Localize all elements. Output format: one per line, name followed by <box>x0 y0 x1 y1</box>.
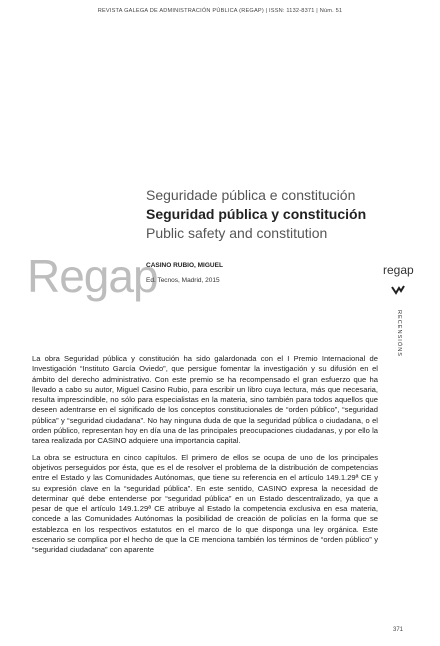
title-galician: Seguridade pública e constitución <box>146 187 356 203</box>
review-body <box>32 354 378 562</box>
book-author: CASINO RUBIO, MIGUEL <box>146 262 223 269</box>
regap-logo: Regap <box>27 250 158 302</box>
page-number: 371 <box>393 627 404 633</box>
title-block <box>146 186 406 242</box>
side-regap-logo: regap <box>383 263 414 277</box>
journal-header: REVISTA GALEGA DE ADMINISTRACIÓN PÚBLICA (REGAP) | ISSN: 1132-8371 | Núm. 51 <box>97 8 343 14</box>
regap-mark-icon <box>391 285 405 295</box>
title-spanish: Seguridad pública y constitución <box>146 206 367 222</box>
paragraph: La obra Seguridad pública y constitución ha sido galardonada con el I Premio Internacional de Investigación “Instituto García Oviedo”, que persigue fomentar la investigación y su difusión en el ámbito del derecho administrativo. Con este premio se ha recompensado el gran esfuerzo que ha llevado a cabo su autor, Miguel Casino Rubio, para escribir un libro cuya lectura, más que necesaria, resulta imprescindible, no sólo para especialistas en la materia, sino también para todos aquellos que deseen adentrarse en el significado de los conceptos constitucionales de “orden público”, “seguridad pública” y “seguridad ciudadana”. No hay ninguna duda de que la seguridad pública o ciudadana, o el orden público, representan hoy en día una de las principales preocupaciones ciudadanas, y por ello la tarea realizada por CASINO adquiere una importancia capital. <box>32 354 378 446</box>
title-english: Public safety and constitution <box>146 225 328 241</box>
section-label: RECENSIÓNS <box>396 310 402 357</box>
book-publisher: Ed. Tecnos, Madrid, 2015 <box>146 277 220 284</box>
paragraph: La obra se estructura en cinco capítulos. El primero de ellos se ocupa de uno de los principales objetivos perseguidos por ésta, que es el de resolver el problema de la distribución de competencias entre el Estado y las Comunidades Autónomas, que tiene su referencia en el artículo 149.1.29ª CE y su expresión clave en la “seguridad pública”. En este sentido, CASINO expresa la necesidad de determinar qué debe entenderse por “seguridad pública” en un Estado descentralizado, ya que a pesar de que el artículo 149.1.29ª CE atribuye al Estado la competencia exclusiva en esa materia, concede a las Comunidades Autónomas la posibilidad de creación de policías en la forma que se establezca en los respectivos estatutos en el marco de lo que disponga una ley orgánica. Este escenario se complica por el hecho de que la CE menciona también los términos de “orden público” y “seguridad ciudadana” con aparente <box>32 452 378 555</box>
